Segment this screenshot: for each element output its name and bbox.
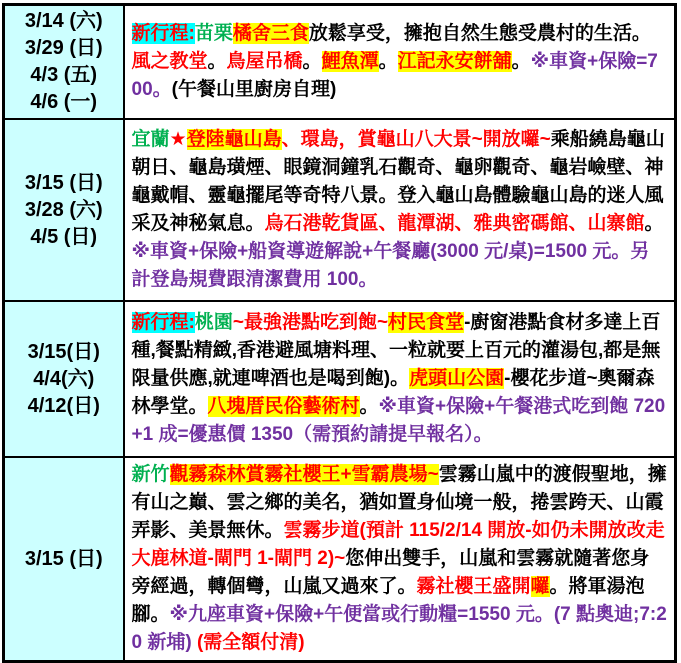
price-text: ※車資+保險+船資導遊解說+午餐廳(3000 元/桌)=1500 元。另計登島規費跟清潔費用 100。 [131,241,650,290]
separator: 。 [359,396,379,417]
attraction-text: 、環島，賞龜山八大景~開放囉~ [281,129,551,150]
date-entry: 4/4(六) [33,367,95,390]
date-cell [4,119,124,301]
attraction-text: 風之教堂 [131,51,208,72]
attraction-highlight: 江記永安餅舖 [397,51,512,72]
attraction-highlight: 登陸龜山島 [186,129,282,150]
description-text: 放鬆享受，擁抱自然生態受農村的生活。 [308,23,651,44]
itinerary-text [124,5,676,120]
description-text: 雲霧山嵐中的渡假聖地，擁有山之巔、雲之鄉的美名，猶如置身仙境一般，捲雲跨天、山霞弄影、美景無休。 [131,464,667,541]
description-text: 。將軍湯泡腳。 [131,576,645,625]
separator: 。 [644,213,664,234]
schedule-row-yilan [4,119,676,301]
date-entry: 3/29 (日) [24,37,103,59]
region-name: 新竹 [131,464,170,485]
date-entry: 3/14 (六) [24,10,103,32]
description-text: 您伸出雙手，山嵐和雲霧就隨著您身旁經過，轉個彎，山嵐又過來了。 [131,548,650,597]
price-text: ※九座車資+保險+午便當或行動糧=1550 元。(7 點奧迪;7:20 新埔) [131,604,667,653]
price-text: ※車資+保險=700。 [131,51,658,100]
date-entry: 4/5 (日) [30,225,98,248]
description-text: 乘船繞島龜山朝日、龜島璜煙、眼鏡洞鐘乳石觀奇、龜卵觀奇、龜岩嶮壁、神龜戴帽、靈龜擺尾等奇特八景。登入龜山島體驗龜山島的迷人風采及神秘氣息。 [131,129,665,234]
region-name: 宜蘭 [131,129,170,150]
attraction-text: 鳥屋吊橋 [226,51,303,72]
date-entry: 3/15 (日) [24,547,103,570]
date-entry: 3/28 (六) [24,198,103,221]
new-trip-badge: 新行程: [131,312,195,333]
attraction-highlight: 鯉魚潭 [321,51,379,72]
date-entry: 3/15(日) [27,340,100,363]
description-text: -廚窗港點食材多達上百種,餐點精緻,香港避風塘料理、一粒就要上百元的灌湯包,都是無限量供應,就連啤酒也是喝到飽)。 [131,312,661,389]
separator: 。 [511,51,531,72]
date-cell [4,5,124,120]
schedule-row-taoyuan [4,301,676,457]
attraction-highlight: 橘舍三食 [232,23,309,44]
date-entry: 4/3 (五) [30,64,98,86]
separator: 。 [378,51,398,72]
itinerary-text [124,301,676,457]
attraction-highlight: 虎頭山公園 [409,368,505,389]
schedule-row-miaoli [4,5,676,120]
date-cell [4,301,124,457]
payment-note: (需全額付清) [196,632,305,653]
region-name: 桃園 [194,312,233,333]
itinerary-text [124,119,676,301]
lunch-note: (午餐山里廚房自理) [171,79,337,100]
itinerary-text [124,457,676,662]
date-entry: 3/15 (日) [24,171,103,194]
region-name: 苗栗 [194,23,233,44]
star-icon: ★ [169,129,187,150]
attraction-text: 霧社櫻王盛開 [416,576,531,597]
attraction-text: ~最強港點吃到飽~ [232,312,389,333]
attraction-highlight: 觀霧森林賞霧社櫻王+雪霸農場~ [169,464,439,485]
tour-schedule-table [2,3,677,663]
date-entry: 4/12(日) [27,394,100,417]
description-text: -櫻花步道~奧爾森林學堂。 [131,368,655,417]
attraction-text: 烏石港乾貨區、龍潭湖、雅典密碼館、山寨館 [264,213,645,234]
schedule-row-hsinchu [4,457,676,662]
new-trip-badge: 新行程: [131,23,195,44]
date-entry: 4/6 (一) [30,91,98,113]
attraction-text: 雲霧步道(預計 115/2/14 開放-如仍未開放改走大鹿林道-閘門 1-閘門 2)~ [131,520,665,569]
attraction-highlight: 村民食堂 [388,312,465,333]
attraction-highlight: 八塊厝民俗藝術村 [207,396,360,417]
attraction-highlight: 囉 [530,576,550,597]
separator: 。 [207,51,227,72]
separator: 。 [302,51,322,72]
price-text: ※車資+保險+午餐港式吃到飽 720+1 成=優惠價 1350（需預約請提早報名）。 [131,396,666,445]
date-cell [4,457,124,662]
